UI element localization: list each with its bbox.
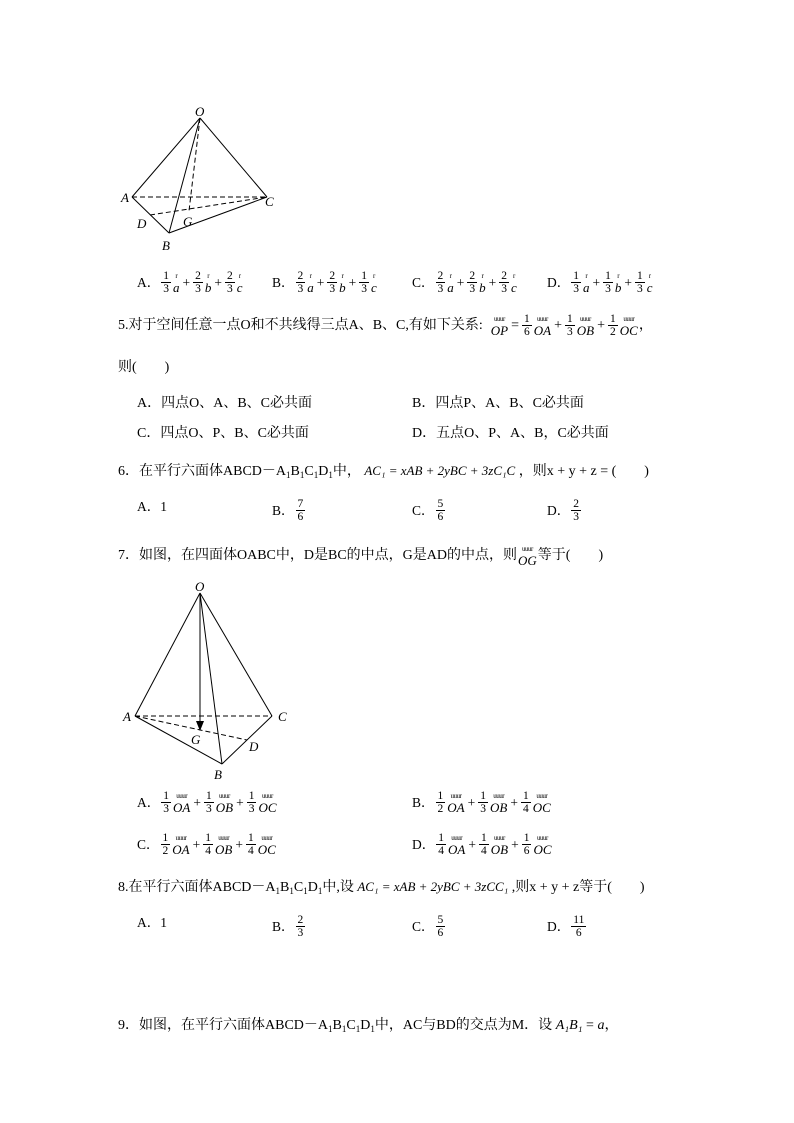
fraction	[565, 313, 575, 338]
vector-mark: uuur	[218, 791, 230, 800]
vector-mark: uuur	[623, 314, 635, 323]
fraction-numerator: 1	[637, 270, 643, 282]
option-letter: D．	[547, 918, 571, 934]
fraction	[608, 313, 618, 338]
fraction-numerator: 2	[329, 270, 336, 282]
vector-name: c	[511, 279, 517, 295]
fraction	[571, 914, 586, 939]
vector-mark: uuur	[580, 314, 591, 323]
vector-name: a	[173, 279, 180, 295]
tetrahedron-figure-1	[115, 100, 290, 260]
vector-symbol	[339, 272, 346, 294]
fraction-denominator: 3	[637, 283, 643, 295]
fraction-numerator: 1	[248, 790, 255, 802]
vector-mark: r	[449, 271, 452, 280]
label-O: O	[195, 104, 205, 119]
vector-name: OC	[619, 322, 638, 338]
vector-mark: uuur	[451, 833, 463, 842]
fraction-denominator: 4	[522, 803, 529, 815]
fraction-denominator: 3	[163, 283, 169, 295]
option-letter: B．	[272, 274, 295, 290]
fraction-numerator: 1	[163, 790, 169, 802]
vector-mark: r	[238, 271, 241, 280]
vector-mark: r	[309, 271, 312, 280]
edge-DC-dashed	[150, 197, 267, 215]
fraction	[436, 790, 446, 815]
vector-name: c	[646, 279, 653, 295]
vector-symbol	[215, 834, 232, 856]
vector-symbol	[237, 272, 243, 294]
fraction-denominator: 3	[437, 283, 444, 295]
plus-sign: +	[316, 274, 325, 290]
fraction-numerator: 2	[297, 914, 304, 926]
fraction-denominator: 4	[205, 845, 211, 857]
fraction	[436, 914, 446, 939]
vector-name: OB	[576, 322, 595, 338]
fraction-denominator: 3	[248, 803, 255, 815]
label-B: B	[214, 767, 222, 782]
edge-OC	[200, 593, 272, 716]
vector-symbol	[511, 272, 517, 294]
q6-option-C[interactable]	[412, 498, 446, 523]
vector-mark: uuur	[493, 833, 505, 842]
q9-vec-A1B1: A₁B₁	[555, 1018, 583, 1033]
plus-sign: +	[468, 836, 476, 852]
option-value: 1	[160, 915, 167, 930]
fraction-numerator: 1	[480, 832, 487, 844]
label-A: A	[121, 190, 129, 205]
fraction-numerator: 1	[523, 832, 530, 844]
fraction	[225, 270, 235, 295]
fraction-denominator: 4	[438, 845, 444, 857]
option-letter: C．	[412, 274, 435, 290]
q8-option-A[interactable]	[137, 914, 167, 932]
vector-name: c	[371, 279, 377, 295]
fraction-numerator: 5	[437, 498, 444, 510]
vector-mark: uuur	[537, 314, 548, 323]
vector-mark: r	[617, 271, 620, 280]
label-G: G	[183, 214, 193, 229]
vector-name: OC	[532, 799, 551, 815]
fraction-denominator: 3	[297, 927, 304, 939]
q5-then: 则( )	[118, 360, 170, 375]
fraction-numerator: 1	[247, 832, 254, 844]
vector-name: OA	[173, 799, 191, 815]
q6-option-D[interactable]	[547, 498, 582, 523]
fraction	[193, 270, 203, 295]
vector-mark: r	[341, 271, 344, 280]
fraction-numerator: 2	[469, 270, 476, 282]
fraction-numerator: 2	[227, 270, 233, 282]
vector-symbol	[371, 272, 377, 294]
fraction-denominator: 3	[573, 511, 579, 523]
fraction	[246, 832, 256, 857]
vector-name: OB	[489, 799, 508, 815]
vector-symbol	[258, 834, 276, 856]
q7-option-D[interactable]	[412, 832, 553, 857]
q8-option-B[interactable]	[272, 914, 306, 939]
fraction-denominator: 6	[575, 927, 582, 939]
label-C: C	[278, 709, 287, 724]
vector-symbol	[533, 834, 551, 856]
q7-stem-line: 7．如图，在四面体OABC中，D是BC的中点，G是AD的中点，则 uuur OG 等于( )	[118, 545, 604, 568]
option-letter: B．	[412, 794, 435, 810]
vector-name: OB	[215, 799, 234, 815]
fraction-denominator: 3	[329, 283, 336, 295]
vector-name: OC	[257, 841, 276, 857]
q9-stem: 9．如图，在平行六面体$ABCD-A_1B_1C_1D_1$中，AC与BD的交点为M．设 A₁B₁ = a，	[118, 1018, 619, 1034]
option-value: 1	[160, 499, 167, 514]
edge-AB	[135, 716, 222, 764]
q4-option-A[interactable]	[137, 270, 244, 295]
fraction	[296, 914, 306, 939]
fraction	[499, 270, 509, 295]
fraction	[571, 270, 581, 295]
vector-mark: uuur	[261, 833, 273, 842]
plus-sign: +	[624, 274, 632, 290]
fraction-denominator: 3	[573, 283, 579, 295]
fraction	[247, 790, 257, 815]
vector-mark: r	[207, 271, 210, 280]
vector-symbol	[490, 792, 507, 814]
plus-sign: +	[192, 836, 201, 852]
fraction-numerator: 1	[522, 790, 529, 802]
fraction	[521, 790, 531, 815]
edge-OB	[200, 593, 222, 764]
q6-equation: AC₁ = xAB + 2yBC + 3zC₁C	[364, 463, 516, 478]
plus-sign: +	[193, 794, 201, 810]
vector-mark: r	[585, 271, 588, 280]
fraction	[522, 313, 532, 338]
q8-stem: 8.在平行六面体$ABCD-A_1B_1C_1D_1$中,设 AC₁ = xAB + 2yBC + 3zCC₁ ,则x + y + z等于( )	[118, 879, 645, 896]
fraction	[436, 270, 446, 295]
vector-name: b	[614, 279, 622, 295]
fraction-denominator: 3	[501, 283, 508, 295]
vector-name: a	[447, 279, 454, 295]
vector-name: b	[204, 279, 212, 295]
fraction-denominator: 3	[605, 283, 611, 295]
fraction-denominator: 6	[524, 326, 530, 338]
q4-option-B[interactable]	[272, 270, 378, 295]
vector-mark: uuur	[218, 833, 230, 842]
fraction-numerator: 7	[297, 498, 304, 510]
vector-symbol	[173, 272, 180, 294]
fraction-denominator: 6	[523, 845, 530, 857]
fraction	[571, 498, 581, 523]
plus-sign: +	[488, 274, 497, 290]
fraction-numerator: 1	[438, 832, 444, 844]
fraction	[478, 790, 488, 815]
q7-vec-OG: uuur OG	[518, 545, 537, 568]
fraction	[359, 270, 369, 295]
vector-symbol	[479, 272, 486, 294]
fraction-numerator: 5	[437, 914, 444, 926]
q6-option-B[interactable]	[272, 498, 306, 523]
vector-name: OC	[533, 841, 552, 857]
vector-name: OA	[533, 322, 552, 338]
plus-sign: +	[467, 794, 476, 810]
fraction-denominator: 2	[610, 326, 616, 338]
fraction	[161, 832, 171, 857]
vector-name: b	[479, 279, 486, 295]
vector-symbol	[216, 792, 233, 814]
fraction-denominator: 3	[163, 803, 169, 815]
plus-sign: +	[510, 794, 518, 810]
fraction	[161, 270, 171, 295]
q4-option-C[interactable]	[412, 270, 518, 295]
arrowhead-icon	[196, 721, 204, 731]
plus-sign: +	[511, 836, 519, 852]
q7-option-A[interactable]	[137, 790, 278, 815]
q8-equation: AC₁ = xAB + 2yBC + 3zCC₁	[357, 879, 509, 894]
fraction-denominator: 3	[361, 283, 368, 295]
option-letter: A．	[137, 274, 161, 290]
q7-option-C[interactable]	[137, 832, 277, 857]
vector-name: OA	[172, 841, 190, 857]
fraction-denominator: 4	[480, 845, 487, 857]
fraction-numerator: 1	[605, 270, 611, 282]
option-letter: D．	[412, 836, 436, 852]
fraction	[635, 270, 645, 295]
option-letter: A．	[137, 915, 161, 930]
vector-symbol	[205, 272, 212, 294]
vector-symbol	[447, 272, 454, 294]
fraction-numerator: 1	[361, 270, 368, 282]
vector-symbol	[583, 272, 590, 294]
plus-sign: +	[236, 794, 244, 810]
fraction	[296, 498, 306, 523]
fraction-numerator: 1	[205, 790, 212, 802]
q6-stem: 6．在平行六面体$ABCD-A_1B_1C_1D_1$中， AC₁ = xAB + 2yBC + 3zC₁C ，则x + y + z = ( )	[118, 463, 649, 480]
plus-sign: +	[235, 836, 243, 852]
fraction-denominator: 3	[480, 803, 486, 815]
fraction-numerator: 1	[437, 790, 444, 802]
q5-option-B[interactable]: B．四点P、A、B、C必共面	[412, 396, 584, 411]
plus-sign: +	[214, 274, 222, 290]
vector-mark: r	[512, 271, 515, 280]
fraction	[203, 832, 213, 857]
fraction-denominator: 4	[247, 845, 254, 857]
fraction-denominator: 3	[297, 283, 304, 295]
option-letter: B．	[272, 502, 295, 518]
vector-mark: r	[372, 271, 375, 280]
plus-sign: +	[592, 274, 601, 290]
vector-symbol	[533, 792, 551, 814]
vector-name: a	[307, 279, 314, 295]
fraction-numerator: 1	[610, 313, 616, 325]
fraction	[479, 832, 489, 857]
q9-vec-a: a	[597, 1018, 605, 1033]
label-G: G	[191, 732, 201, 747]
fraction-numerator: 2	[437, 270, 444, 282]
q5-option-C[interactable]: C．四点O、P、B、C必共面	[137, 426, 309, 441]
edge-OA	[135, 593, 200, 716]
option-letter: A．	[137, 794, 161, 810]
vector-name: OA	[448, 841, 466, 857]
plus-sign: +	[348, 274, 357, 290]
vector-name: b	[339, 279, 346, 295]
fraction-denominator: 2	[437, 803, 444, 815]
vector-mark: r	[648, 271, 651, 280]
fraction-numerator: 1	[163, 270, 169, 282]
vector-name: a	[583, 279, 590, 295]
option-letter: D．	[547, 274, 571, 290]
plus-sign: +	[456, 274, 465, 290]
label-C: C	[265, 194, 274, 209]
label-B: B	[162, 238, 170, 253]
fraction-denominator: 6	[437, 511, 444, 523]
vector-name: OB	[214, 841, 233, 857]
fraction	[603, 270, 613, 295]
q4-option-D[interactable]	[547, 270, 654, 295]
vector-symbol	[534, 315, 551, 337]
fraction-denominator: 3	[195, 283, 201, 295]
fraction	[522, 832, 532, 857]
fraction	[327, 270, 337, 295]
q7-stem: 7．如图，在四面体OABC中，D是BC的中点，G是AD的中点，则	[118, 548, 518, 563]
vector-name: c	[236, 279, 243, 295]
plus-sign: +	[597, 317, 606, 333]
edge-OC	[200, 118, 267, 197]
fraction-numerator: 1	[573, 270, 579, 282]
option-letter: C．	[412, 918, 435, 934]
q8-option-C[interactable]	[412, 914, 446, 939]
fraction	[296, 270, 306, 295]
fraction-denominator: 3	[567, 326, 573, 338]
vector-mark: uuur	[536, 791, 548, 800]
fraction-numerator: 1	[162, 832, 169, 844]
fraction	[467, 270, 477, 295]
fraction-denominator: 3	[205, 803, 212, 815]
plus-sign: +	[182, 274, 191, 290]
fraction-numerator: 2	[573, 498, 579, 510]
fraction-numerator: 1	[524, 313, 530, 325]
vector-mark: uuur	[262, 791, 273, 800]
q5-stem-line: 5.对于空间任意一点O和不共线得三点A、B、C,有如下关系: uuur OP = $\frac{1}{6}$ uuur OA + $\frac{1}{3}$ uuur OB + $\frac{1}{2}$ uuur OC ，	[118, 313, 653, 338]
vector-mark: r	[175, 271, 178, 280]
vector-symbol	[307, 272, 314, 294]
vector-symbol	[172, 834, 189, 856]
fraction-denominator: 6	[437, 927, 444, 939]
plus-sign: +	[554, 317, 563, 333]
vector-symbol	[491, 834, 508, 856]
vector-symbol	[577, 315, 594, 337]
fraction-numerator: 2	[297, 270, 304, 282]
fraction-numerator: 1	[567, 313, 573, 325]
vector-symbol	[647, 272, 653, 294]
vector-symbol	[258, 792, 276, 814]
vector-mark: uuur	[493, 791, 505, 800]
option-letter: B．	[272, 918, 295, 934]
vector-symbol	[448, 834, 465, 856]
fraction-denominator: 3	[469, 283, 476, 295]
vector-symbol	[173, 792, 190, 814]
vector-mark: uuur	[175, 833, 187, 842]
vector-mark: uuur	[537, 833, 548, 842]
vector-symbol	[447, 792, 464, 814]
vector-mark: uuur	[176, 791, 188, 800]
q6-option-A[interactable]	[137, 498, 167, 516]
option-letter: A．	[137, 499, 161, 514]
vector-mark: r	[481, 271, 484, 280]
fraction-numerator: 1	[480, 790, 486, 802]
fraction-numerator: 1	[205, 832, 211, 844]
vector-name: OA	[447, 799, 465, 815]
fraction	[161, 790, 171, 815]
fraction-denominator: 3	[227, 283, 233, 295]
option-letter: D．	[547, 502, 571, 518]
q5-option-A[interactable]: A．四点O、A、B、C必共面	[137, 396, 313, 411]
q5-stem: 5.对于空间任意一点O和不共线得三点A、B、C,有如下关系:	[118, 317, 483, 333]
q5-eq-lhs: uuur OP	[490, 314, 509, 338]
label-O: O	[195, 579, 205, 594]
vector-mark: uuur	[450, 791, 462, 800]
label-A: A	[123, 709, 131, 724]
fraction-numerator: 2	[195, 270, 201, 282]
fraction-denominator: 6	[297, 511, 304, 523]
vector-symbol	[615, 272, 622, 294]
label-D: D	[249, 739, 259, 754]
option-letter: C．	[412, 502, 435, 518]
vector-name: OB	[490, 841, 509, 857]
vector-symbol	[620, 315, 638, 337]
fraction-numerator: 11	[573, 914, 585, 926]
fraction	[436, 832, 446, 857]
label-D: D	[137, 216, 147, 231]
vector-name: OC	[258, 799, 277, 815]
fraction-denominator: 2	[162, 845, 169, 857]
fraction	[436, 498, 446, 523]
q7-option-B[interactable]	[412, 790, 552, 815]
option-letter: C．	[137, 836, 160, 852]
q5-option-D[interactable]: D．五点O、P、A、B，C必共面	[412, 426, 609, 441]
tetrahedron-figure-2	[115, 575, 300, 785]
q8-option-D[interactable]	[547, 914, 587, 939]
fraction-numerator: 2	[501, 270, 508, 282]
fraction	[204, 790, 214, 815]
